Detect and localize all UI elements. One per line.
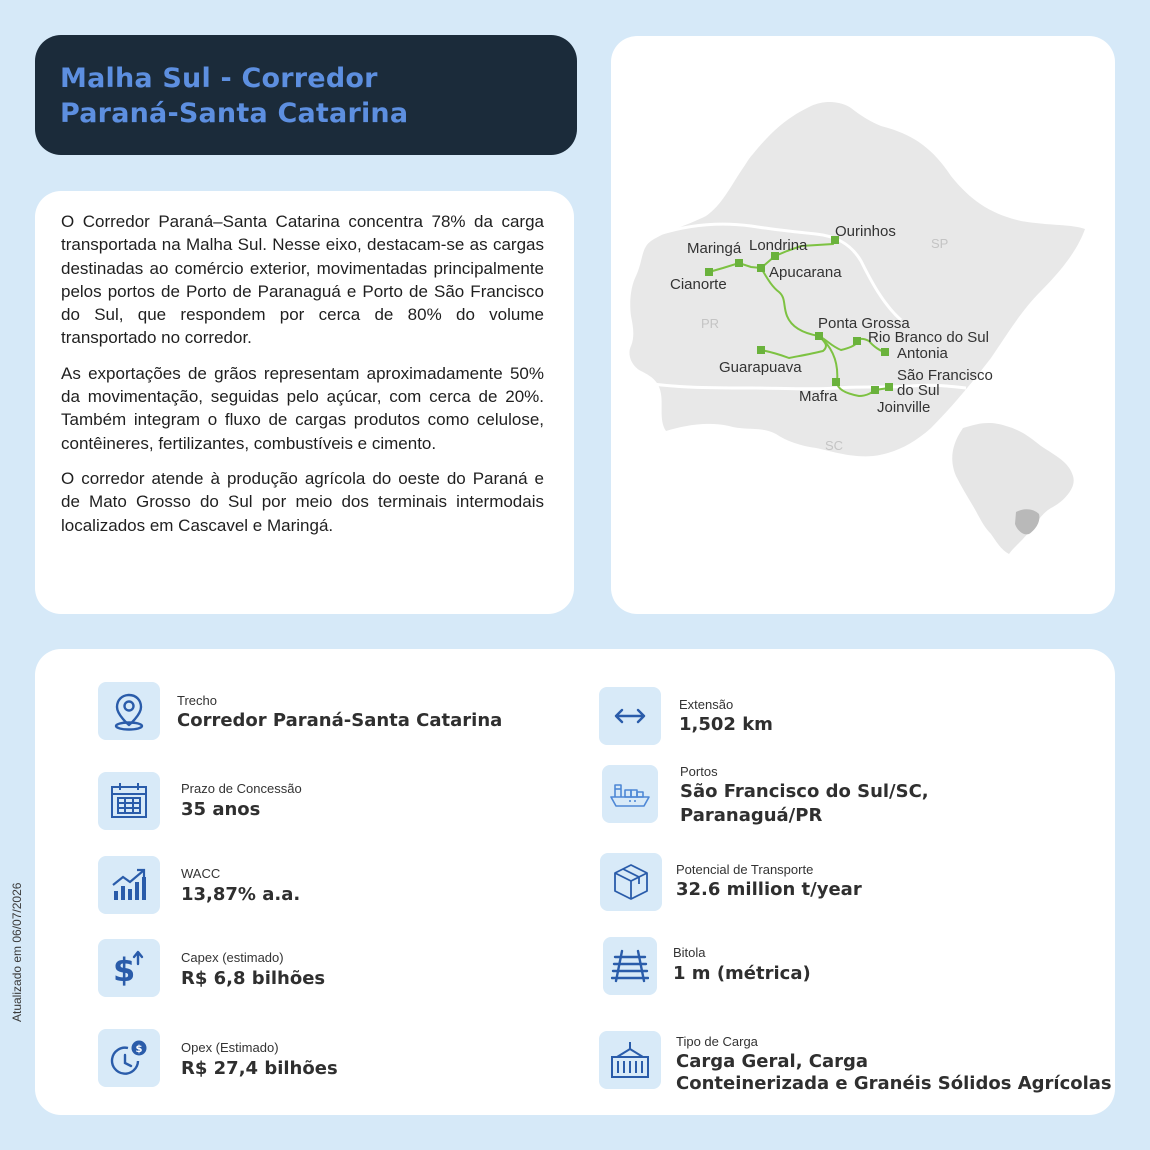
box-icon [600, 853, 662, 911]
calendar-icon [98, 772, 160, 830]
container-crane-icon [599, 1031, 661, 1089]
capex-label: Capex (estimado) [181, 950, 284, 965]
city-label-sao-francisco: São Francisco [897, 367, 993, 384]
city-label-guarapuava: Guarapuava [719, 359, 802, 376]
description-paragraph-2: As exportações de grãos representam aproximadamente 50% da movimentação, seguidas pelo açúcar, com cerca de 20%. Também integram o fluxo de cargas produtos como celulose, contêineres, fertilizantes, combustíveis e cimento. [61, 363, 544, 453]
tipo-carga-value-line1: Carga Geral, Carga [676, 1051, 869, 1072]
state-label-sc: SC [825, 438, 844, 453]
station-joinville [871, 386, 879, 394]
trecho-label: Trecho [177, 693, 217, 708]
wacc-value: 13,87% a.a. [181, 884, 301, 905]
extensao-label: Extensão [679, 697, 734, 712]
title-banner [35, 35, 577, 155]
prazo-value: 35 anos [181, 799, 261, 820]
tipo-carga-label: Tipo de Carga [676, 1034, 758, 1049]
wacc-label: WACC [181, 866, 221, 881]
city-label-joinville: Joinville [877, 399, 931, 416]
city-label-maringa: Maringá [687, 240, 742, 257]
portos-label: Portos [680, 764, 718, 779]
station-sao-francisco [885, 383, 893, 391]
corridor-map [611, 36, 1115, 614]
page-title [60, 61, 553, 131]
station-rio-branco [853, 337, 861, 345]
potencial-value: 32.6 million t/year [676, 879, 862, 900]
page-title-line1: Malha Sul - Corredor [60, 63, 378, 94]
page-title-line2: Paraná-Santa Catarina [60, 98, 409, 129]
station-ponta-grossa [815, 332, 823, 340]
location-pin-icon [98, 682, 160, 740]
city-label-do-sul: do Sul [897, 382, 940, 399]
prazo-label: Prazo de Concessão [181, 781, 302, 796]
brazil-inset-shape [952, 423, 1073, 554]
clock-dollar-icon [98, 1029, 160, 1087]
growth-chart-icon [98, 856, 160, 914]
station-guarapuava [757, 346, 765, 354]
city-label-mafra: Mafra [799, 388, 838, 405]
dollar-up-icon [98, 939, 160, 997]
updated-date: Atualizado em 06/07/2026 [10, 882, 24, 1022]
description-paragraph-1: O Corredor Paraná–Santa Catarina concentra 78% da carga transportada na Malha Sul. Nesse eixo, destacam-se as cargas destinadas ao comércio exterior, movimentadas principalmente pelos portos de Porto de Paranaguá e Porto de São Francisco do Sul, que respondem por cerca de 80% do volume transportado no corredor. [61, 212, 544, 348]
description-paragraph-3: O corredor atende à produção agrícola do oeste do Paraná e de Mato Grosso do Sul por meio dos terminais intermodais localizados em Cascavel e Maringá. [61, 468, 544, 535]
portos-value-line1: São Francisco do Sul/SC, [680, 781, 929, 802]
trecho-value: Corredor Paraná-Santa Catarina [177, 710, 503, 731]
potencial-label: Potencial de Transporte [676, 862, 814, 877]
city-label-apucarana: Apucarana [769, 264, 842, 281]
city-label-rio-branco: Rio Branco do Sul [868, 329, 989, 346]
portos-value-line2: Paranaguá/PR [680, 805, 823, 826]
map-card [611, 36, 1115, 614]
svg-text:$: $ [135, 1044, 143, 1055]
bitola-value: 1 m (métrica) [673, 963, 811, 984]
station-maringa [735, 259, 743, 267]
capex-value: R$ 6,8 bilhões [181, 968, 326, 989]
state-label-sp: SP [931, 236, 949, 251]
double-arrow-icon [599, 687, 661, 745]
city-label-ponta-grossa: Ponta Grossa [818, 315, 910, 332]
svg-text:$: $ [113, 951, 136, 988]
extensao-value: 1,502 km [679, 714, 773, 735]
ship-icon [602, 765, 658, 823]
state-label-pr: PR [701, 316, 720, 331]
city-label-cianorte: Cianorte [670, 276, 727, 293]
city-label-ourinhos: Ourinhos [835, 223, 896, 240]
city-label-antonia: Antonia [897, 345, 948, 362]
station-mafra [832, 378, 840, 386]
railway-track-icon [603, 937, 657, 995]
description-card [35, 191, 574, 614]
bitola-label: Bitola [673, 945, 706, 960]
station-antonia [881, 348, 889, 356]
city-label-londrina: Londrina [749, 237, 808, 254]
tipo-carga-value-line2: Conteinerizada e Granéis Sólidos Agrícolas [676, 1073, 1112, 1094]
info-card [35, 649, 1115, 1115]
opex-value: R$ 27,4 bilhões [181, 1058, 338, 1079]
opex-label: Opex (Estimado) [181, 1040, 279, 1055]
station-apucarana [757, 264, 765, 272]
station-cianorte [705, 268, 713, 276]
